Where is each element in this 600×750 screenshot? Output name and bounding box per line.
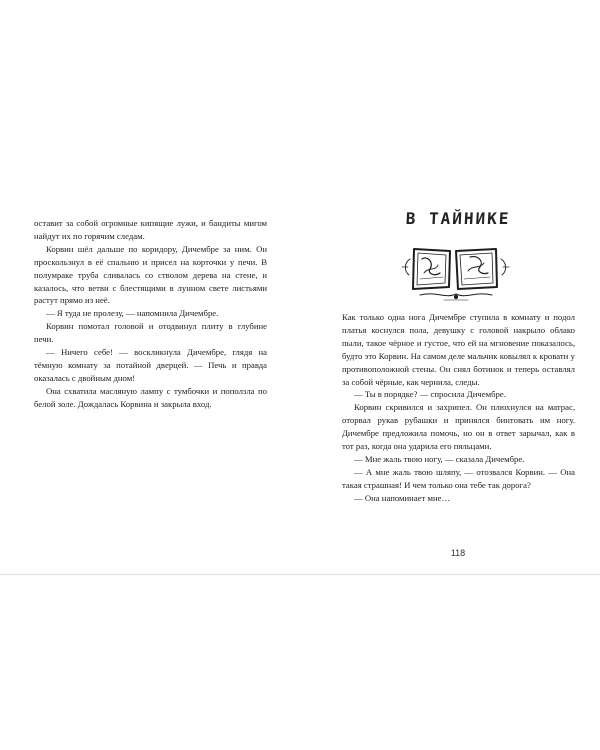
paragraph: — Ты в порядке? — спросила Дичембре. xyxy=(354,389,506,400)
right-page-text xyxy=(342,311,575,505)
chapter-illustration xyxy=(400,237,512,303)
paragraph: — Ничего себе! — воскликнула Дичембре, глядя на тёмную комнату за потайной дверцей. — Печь и правда оказалась с двойным дном! xyxy=(34,347,267,383)
paragraph: Она схватила масляную лампу с тумбочки и поползла по белой золе. Дождалась Корвина и закрыла вход. xyxy=(34,385,267,409)
paragraph: Корвин помотал головой и отодвинул плиту в глубине печи. xyxy=(34,321,267,345)
paragraph: — А мне жаль твою шляпу, — отозвался Корвин. — Она такая страшная! И чем только она тебе так дорога? xyxy=(342,466,575,490)
page-number: 118 xyxy=(450,548,466,558)
paragraph: — Мне жаль твою ногу, — сказала Дичембре. xyxy=(354,453,525,464)
left-page-text xyxy=(34,217,267,411)
chapter-title: В ТАЙНИКЕ xyxy=(405,209,511,228)
paragraph: — Я туда не пролезу, — напомнила Дичембре. xyxy=(46,308,219,319)
paragraph: Корвин скривился и захрипел. Он плюхнулся на матрас, оторвал рукав рубашки и принялся бинтовать им ногу. Дичембре предложила помочь, но он в ответ зарычал, как в тот раз, когда она ударила его пяльцами. xyxy=(342,402,575,452)
paragraph: Корвин шёл дальше по коридору, Дичембре за ним. Он проскользнул в её спальню и присел на корточки у печи. В полумраке труба сливалась со стволом дерева на стене, и казалось, что ветви с блестящими в лунном свете листьями растут прямо из неё. xyxy=(34,243,267,306)
paragraph: Как только одна нога Дичембре ступила в комнату и подол платья коснулся пола, девушку с головой накрыло облако пыли, такое чёрное и густое, что ей на мгновение показалось, будто это Корвин. На самом деле мальчик ковылял к кровати у противоположной стены. Он снял ботинок и теперь оставлял за собой чёрные, как чернила, следы. xyxy=(342,312,575,387)
paragraph: оставит за собой огромные кипящие лужи, и бандиты мигом найдут их по горячим следам. xyxy=(34,218,267,241)
paragraph: — Она напоминает мне… xyxy=(354,492,451,503)
page-edge-divider xyxy=(0,574,600,575)
